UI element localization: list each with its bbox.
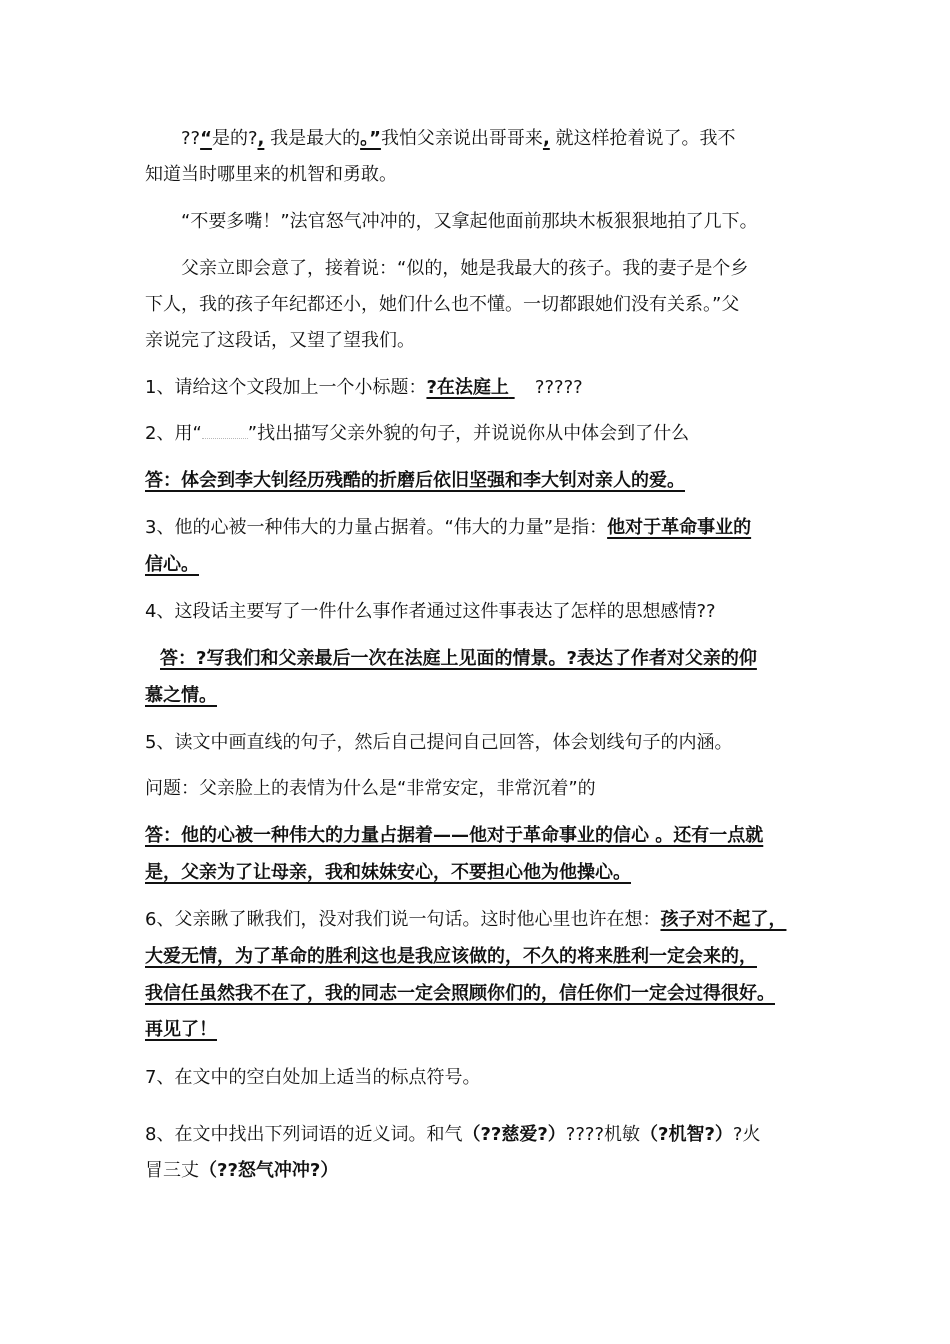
answer-6-line-4	[145, 1018, 815, 1042]
question-text: 3、他的心被一种伟大的力量占据着。“伟大的力量”是指：	[145, 517, 608, 538]
answer-5	[145, 824, 815, 848]
question-text: 6、父亲瞅了瞅我们，没对我们说一句话。这时他心里也许在想：	[145, 909, 661, 930]
question-text: ”找出描写父亲外貌的句子，并说说你从中体会到了什么	[247, 423, 690, 444]
text-line-2	[145, 163, 815, 187]
answer-text: 是，父亲为了让母亲，我和妹妹安心，不要担心他为他操心。	[145, 862, 631, 883]
answer-text: 大爱无情，为了革命的胜利这也是我应该做的，不久的将来胜利一定会来的，	[145, 946, 757, 967]
question-2	[145, 422, 815, 446]
answer-text: 我信任虽然我不在了，我的同志一定会照顾你们的，信任你们一定会过得很好。	[145, 983, 775, 1004]
question-8	[145, 1123, 815, 1147]
question-1	[145, 376, 815, 400]
text-run: 就这样抢着说了。我不	[549, 128, 736, 149]
question-text: 4、这段话主要写了一件什么事作者通过这件事表达了怎样的思想感情??	[145, 601, 716, 622]
text-run: 父亲立即会意了，接着说：“似的，她是我最大的孩子。我的妻子是个乡	[181, 258, 749, 279]
answer-text: （??慈爱?）	[462, 1124, 566, 1145]
question-5-prompt	[145, 777, 815, 801]
text-line-4	[181, 257, 851, 281]
question-text: 冒三丈	[145, 1160, 199, 1181]
text-run: 亲说完了这段话，又望了望我们。	[145, 330, 415, 351]
answer-text: 信心。	[145, 554, 199, 575]
text-run: “	[200, 128, 212, 149]
question-text: 7、在文中的空白处加上适当的标点符号。	[145, 1067, 481, 1088]
text-run: ,	[542, 128, 550, 149]
text-line-3	[181, 210, 851, 234]
answer-text: 孩子对不起了，	[660, 909, 787, 930]
text-run: ,	[257, 128, 265, 149]
answer-4-continued	[145, 684, 815, 708]
text-run: ??	[181, 128, 201, 149]
question-text: 问题：父亲脸上的表情为什么是“非常安定，非常沉着”的	[145, 778, 596, 799]
question-5	[145, 731, 815, 755]
text-run: ????机敏	[565, 1124, 640, 1145]
question-4	[145, 600, 815, 624]
text-run: “不要多嘴！”法官怒气冲冲的，又拿起他面前那块木板狠狠地拍了几下。	[181, 211, 758, 232]
answer-text: 再见了！	[145, 1019, 217, 1040]
text-run: 是的?	[211, 128, 258, 149]
wavy-underline-mark	[202, 424, 248, 439]
question-8-continued	[145, 1159, 815, 1183]
answer-text: 答：?写我们和父亲最后一次在法庭上见面的情景。?表达了作者对父亲的仰	[160, 648, 757, 669]
question-7	[145, 1066, 815, 1090]
text-run: ?????	[534, 377, 583, 398]
text-line-5	[145, 293, 815, 317]
text-run: 下人，我的孩子年纪都还小，她们什么也不懂。一切都跟她们没有关系。”父	[145, 294, 740, 315]
answer-blank	[509, 376, 535, 400]
answer-text: 答：体会到李大钊经历残酷的折磨后依旧坚强和李大钊对亲人的爱。	[145, 470, 685, 491]
answer-2	[145, 469, 815, 493]
answer-text: （?机智?）	[640, 1124, 733, 1145]
question-text: 8、在文中找出下列词语的近义词。和气	[145, 1124, 463, 1145]
text-run: 我是最大的	[264, 128, 361, 149]
text-line-6	[145, 329, 815, 353]
answer-text: 他对于革命事业的	[607, 517, 752, 538]
question-3	[145, 516, 815, 540]
text-run: ?火	[732, 1124, 761, 1145]
text-run: 知道当时哪里来的机智和勇敢。	[145, 164, 397, 185]
question-text: 2、用“	[145, 423, 202, 444]
question-6	[145, 908, 815, 932]
answer-text: 答：他的心被一种伟大的力量占据着——他对于革命事业的信心 。还有一点就	[145, 825, 764, 846]
answer-5-continued	[145, 861, 815, 885]
answer-6-line-2	[145, 945, 815, 969]
text-run: 我怕父亲说出哥哥来	[380, 128, 543, 149]
question-text: 1、请给这个文段加上一个小标题：	[145, 377, 427, 398]
text-run: 。”	[360, 128, 381, 149]
answer-3-continued	[145, 553, 815, 577]
text-line-1	[181, 127, 851, 151]
answer-text: （??怒气冲冲?）	[199, 1160, 339, 1181]
answer-text: ?在法庭上	[426, 377, 509, 398]
answer-6-line-3	[145, 982, 815, 1006]
question-text: 5、读文中画直线的句子，然后自己提问自己回答，体会划线句子的内涵。	[145, 732, 733, 753]
answer-text: 慕之情。	[145, 685, 217, 706]
answer-4	[160, 647, 830, 671]
